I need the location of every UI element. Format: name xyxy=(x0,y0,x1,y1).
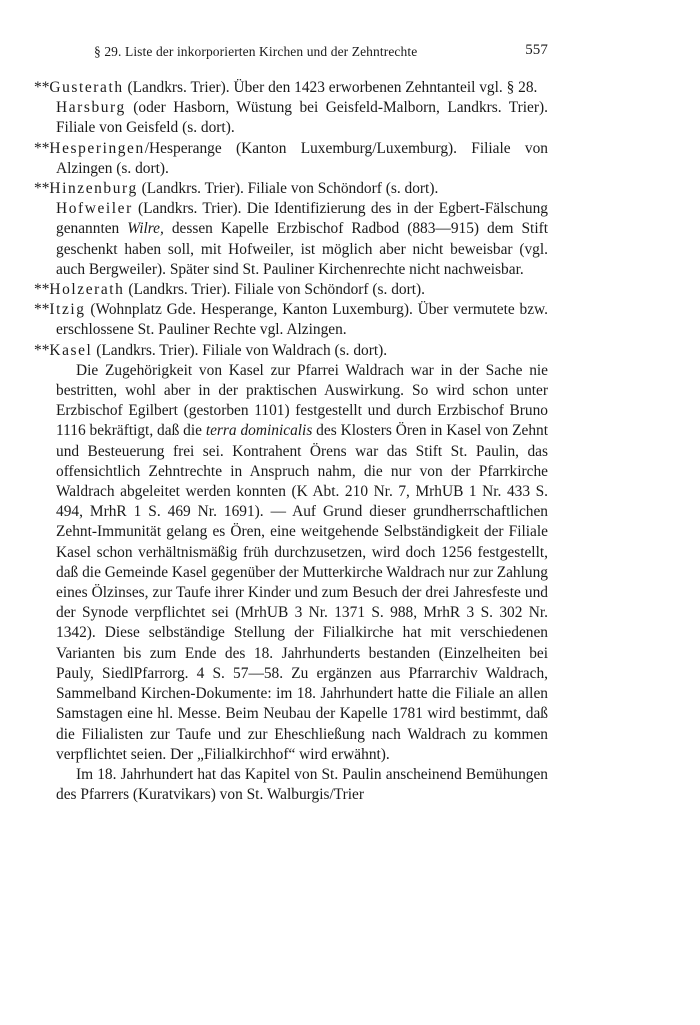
kasel-paragraph xyxy=(34,361,548,765)
entry-marker: ** xyxy=(34,180,50,198)
paragraph-text: Im 18. Jahrhundert hat das Kapitel von St. Paulin anscheinend Bemühungen des Pfarrers (Kuratvikars) von St. Walburgis/Trier xyxy=(56,765,548,804)
book-page xyxy=(34,40,548,805)
entry-text: (Landkrs. Trier). Filiale von Schöndorf (s. dort). xyxy=(137,180,439,198)
entry-marker: ** xyxy=(34,139,50,157)
entry-text: (Landkrs. Trier). Über den 1423 erworbenen Zehntanteil vgl. § 28. xyxy=(123,79,538,96)
entry-marker: ** xyxy=(34,79,50,96)
entry-marker: ** xyxy=(34,281,50,299)
entry-hinzenburg xyxy=(34,179,548,199)
entry-name: Itzig xyxy=(49,301,86,319)
entry-gusterath xyxy=(34,78,548,98)
entry-text: (Landkrs. Trier). Filiale von Waldrach (s. dort). xyxy=(92,341,388,359)
paragraph-italic: terra dominicalis xyxy=(205,422,313,440)
paragraph-text: Die Zugehörigkeit von Kasel zur Pfarrei Waldrach war in der Sache nie bestritten, wohl aber in der praktischen Auswirkung. So wird schon unter Erzbischof Egilbert (gestorben 1101) festgestellt und durch Erzbischof Bruno 1116 bekräftigt, daß die xyxy=(56,361,548,440)
entry-text-after: dessen Kapelle Erzbischof Radbod (883—915) dem Stift geschenkt haben soll, mit Hofweiler, ist möglich aber nicht beweisbar (vgl. auch Bergweiler). Später sind St. Pauliner Kirchenrechte nicht nachweisbar. xyxy=(56,220,549,278)
entry-hofweiler xyxy=(34,199,548,280)
entry-name: Hofweiler xyxy=(56,200,133,218)
entry-kasel xyxy=(34,341,548,361)
entry-text-before: (Landkrs. Trier). Die Identifizierung des in der Egbert-Fälschung genannten xyxy=(56,200,548,238)
entry-name: Hesperingen xyxy=(49,139,145,157)
entry-name: Hinzenburg xyxy=(49,180,138,198)
section-title: § 29. Liste der inkorporierten Kirchen und der Zehntrechte xyxy=(94,44,418,59)
running-head xyxy=(34,40,548,70)
entry-italic: Wilre, xyxy=(127,220,164,238)
entry-marker: ** xyxy=(34,341,50,359)
entry-name: Gusterath xyxy=(49,79,124,96)
paragraph-text: des Klosters Ören in Kasel von Zehnt und Besteuerung frei sei. Kontrahent Örens war das Stift St. Paulin, das offensichtlich Zehntrechte in Anspruch nahm, die nur von der Pfarrkirche Waldrach abgeleitet werden konnten (K Abt. 210 Nr. 7, MrhUB 1 Nr. 433 S. 494, MrhR 1 S. 469 Nr. 1691). — Auf Grund dieser grundherrschaftlichen Zehnt-Immunität gelang es Ören, eine weitgehende Selbständigkeit der Filiale Kasel schon verhältnismäßig früh durchzusetzen, wird doch 1256 festgestellt, daß die Gemeinde Kasel gegenüber der Mutterkirche Waldrach nur zur Zahlung eines Ölzinses, zur Taufe ihrer Kinder und zum Besuch der drei Jahresfeste und der Synode verpflichtet sei (MrhUB 3 Nr. 1371 S. 988, MrhR 3 S. 302 Nr. 1342). Diese selbständige Stellung der Filialkirche hat mit verschiedenen Varianten bis zum Ende des 18. Jahrhunderts bestanden (Einzelheiten bei Pauly, SiedlPfarrorg. 4 S. 57—58. Zu ergänzen aus Pfarrarchiv Waldrach, Sammelband Kirchen-Dokumente: im 18. Jahrhundert hatte die Filiale an allen Samstagen eine hl. Messe. Beim Neubau der Kapelle 1781 wird bestimmt, daß die Filialisten zur Taufe und zur Eheschließung nach Waldrach zu kommen verpflichtet seien. Der „Filialkirchhof“ wird erwähnt). xyxy=(56,422,548,763)
entry-text: (Wohnplatz Gde. Hesperange, Kanton Luxemburg). Über vermutete bzw. erschlossene St. Pauliner Rechte vgl. Alzingen. xyxy=(56,301,548,339)
entry-hesperingen xyxy=(34,139,548,179)
entry-itzig xyxy=(34,300,548,340)
body-text xyxy=(34,78,548,805)
entry-marker: ** xyxy=(34,301,50,319)
entry-name: Harsburg xyxy=(56,99,126,117)
entry-harsburg xyxy=(34,98,548,138)
entry-text: (oder Hasborn, Wüstung bei Geisfeld-Malborn, Landkrs. Trier). Filiale von Geisfeld (s. dort). xyxy=(56,99,548,137)
entry-name: Holzerath xyxy=(49,281,125,299)
entry-name: Kasel xyxy=(49,341,93,359)
entry-text: (Landkrs. Trier). Filiale von Schöndorf (s. dort). xyxy=(124,281,425,299)
entry-text: /Hesperange (Kanton Luxemburg/Luxemburg). Filiale von Alzingen (s. dort). xyxy=(56,139,548,177)
closing-paragraph xyxy=(34,765,548,805)
entry-holzerath xyxy=(34,280,548,300)
page-number: 557 xyxy=(525,42,548,58)
